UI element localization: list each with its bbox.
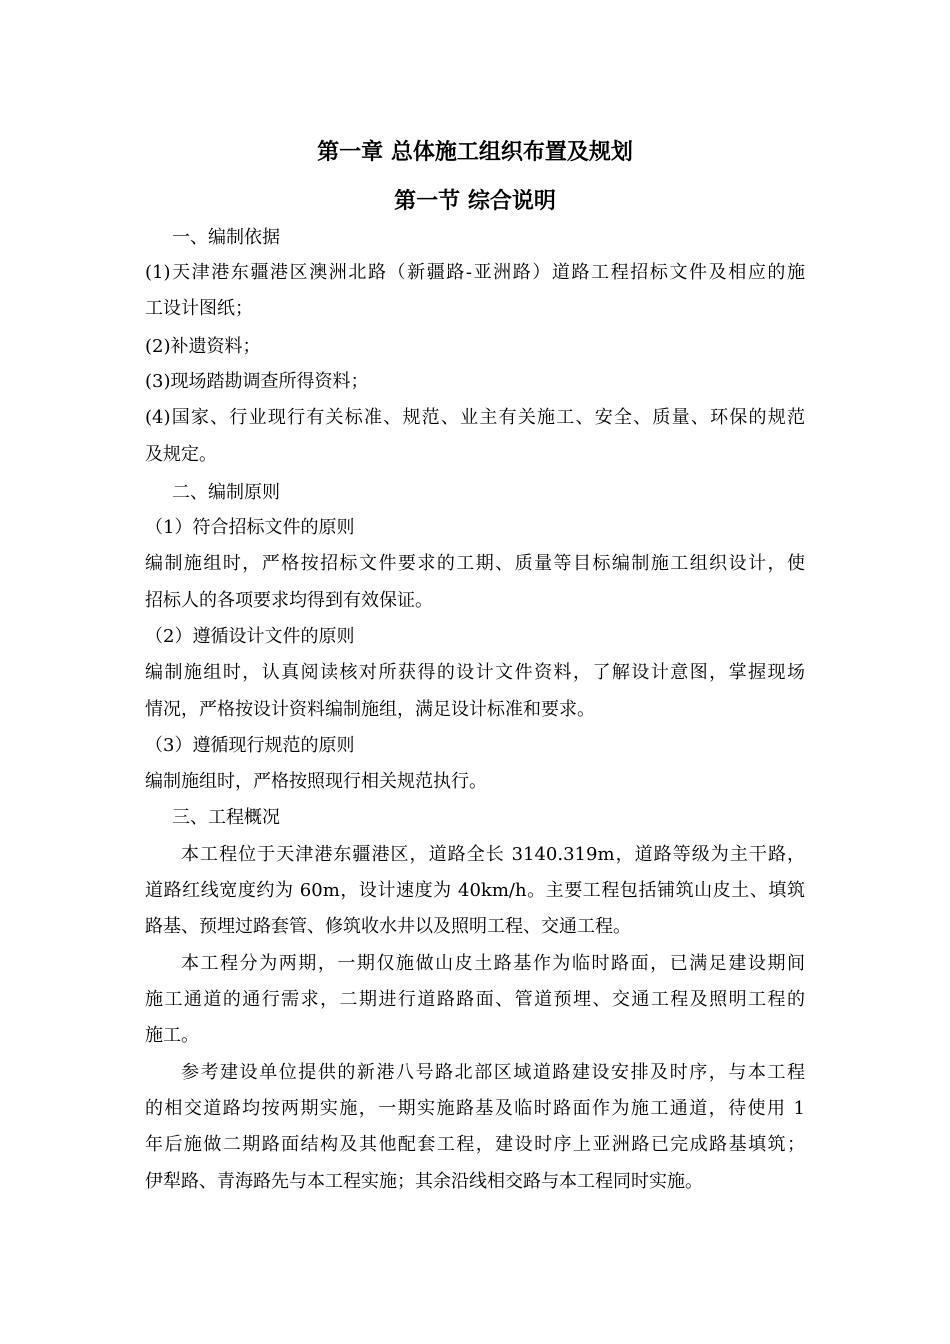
paragraph-line: 编制施组时，严格按招标文件要求的工期、质量等目标编制施工组织设计，使: [145, 553, 805, 574]
heading-compilation-basis: 一、编制依据: [172, 227, 280, 248]
paragraph-line: 本工程位于天津港东疆港区，道路全长 3140.319m，道路等级为主干路，: [181, 844, 805, 865]
paragraph-line: 本工程分为两期，一期仅施做山皮土路基作为临时路面，已满足建设期间: [181, 953, 805, 974]
paragraph-line: 参考建设单位提供的新港八号路北部区域道路建设安排及时序，与本工程: [181, 1062, 805, 1083]
paragraph-line: 工设计图纸；: [145, 298, 253, 319]
paragraph-line: 施工通道的通行需求，二期进行道路路面、管道预埋、交通工程及照明工程的: [145, 989, 805, 1010]
paragraph-line: 招标人的各项要求均得到有效保证。: [145, 590, 433, 611]
paragraph-line: 的相交道路均按两期实施，一期实施路基及临时路面作为施工通道，待使用 1: [145, 1098, 805, 1119]
section-title: 第一节 综合说明: [394, 188, 556, 214]
paragraph-line: 年后施做二期路面结构及其他配套工程，建设时序上亚洲路已完成路基填筑；: [145, 1134, 805, 1155]
heading-compilation-principles: 二、编制原则: [172, 482, 280, 503]
paragraph-line: 情况，严格按设计资料编制施组，满足设计标准和要求。: [145, 699, 595, 720]
paragraph-line: 伊犁路、青海路先与本工程实施；其余沿线相交路与本工程同时实施。: [145, 1171, 703, 1192]
subheading: （3）遵循现行规范的原则: [145, 735, 355, 756]
subheading: （2）遵循设计文件的原则: [145, 626, 355, 647]
subheading: （1）符合招标文件的原则: [145, 517, 355, 538]
paragraph-line: 及规定。: [145, 444, 217, 465]
paragraph-line: 施工。: [145, 1025, 199, 1046]
chapter-title: 第一章 总体施工组织布置及规划: [317, 139, 633, 165]
paragraph-line: (3)现场踏勘调查所得资料；: [145, 371, 369, 392]
paragraph-line: (1)天津港东疆港区澳洲北路（新疆路-亚洲路）道路工程招标文件及相应的施: [145, 262, 805, 283]
paragraph-line: 道路红线宽度约为 60m，设计速度为 40km/h。主要工程包括铺筑山皮土、填筑: [145, 880, 805, 901]
paragraph-line: 编制施组时，认真阅读核对所获得的设计文件资料，了解设计意图，掌握现场: [145, 662, 805, 683]
paragraph-line: 编制施组时，严格按照现行相关规范执行。: [145, 771, 487, 792]
paragraph-line: (4)国家、行业现行有关标准、规范、业主有关施工、安全、质量、环保的规范: [145, 407, 805, 428]
paragraph-line: (2)补遗资料；: [145, 336, 261, 357]
heading-project-overview: 三、工程概况: [172, 807, 280, 828]
paragraph-line: 路基、预埋过路套管、修筑收水井以及照明工程、交通工程。: [145, 916, 631, 937]
